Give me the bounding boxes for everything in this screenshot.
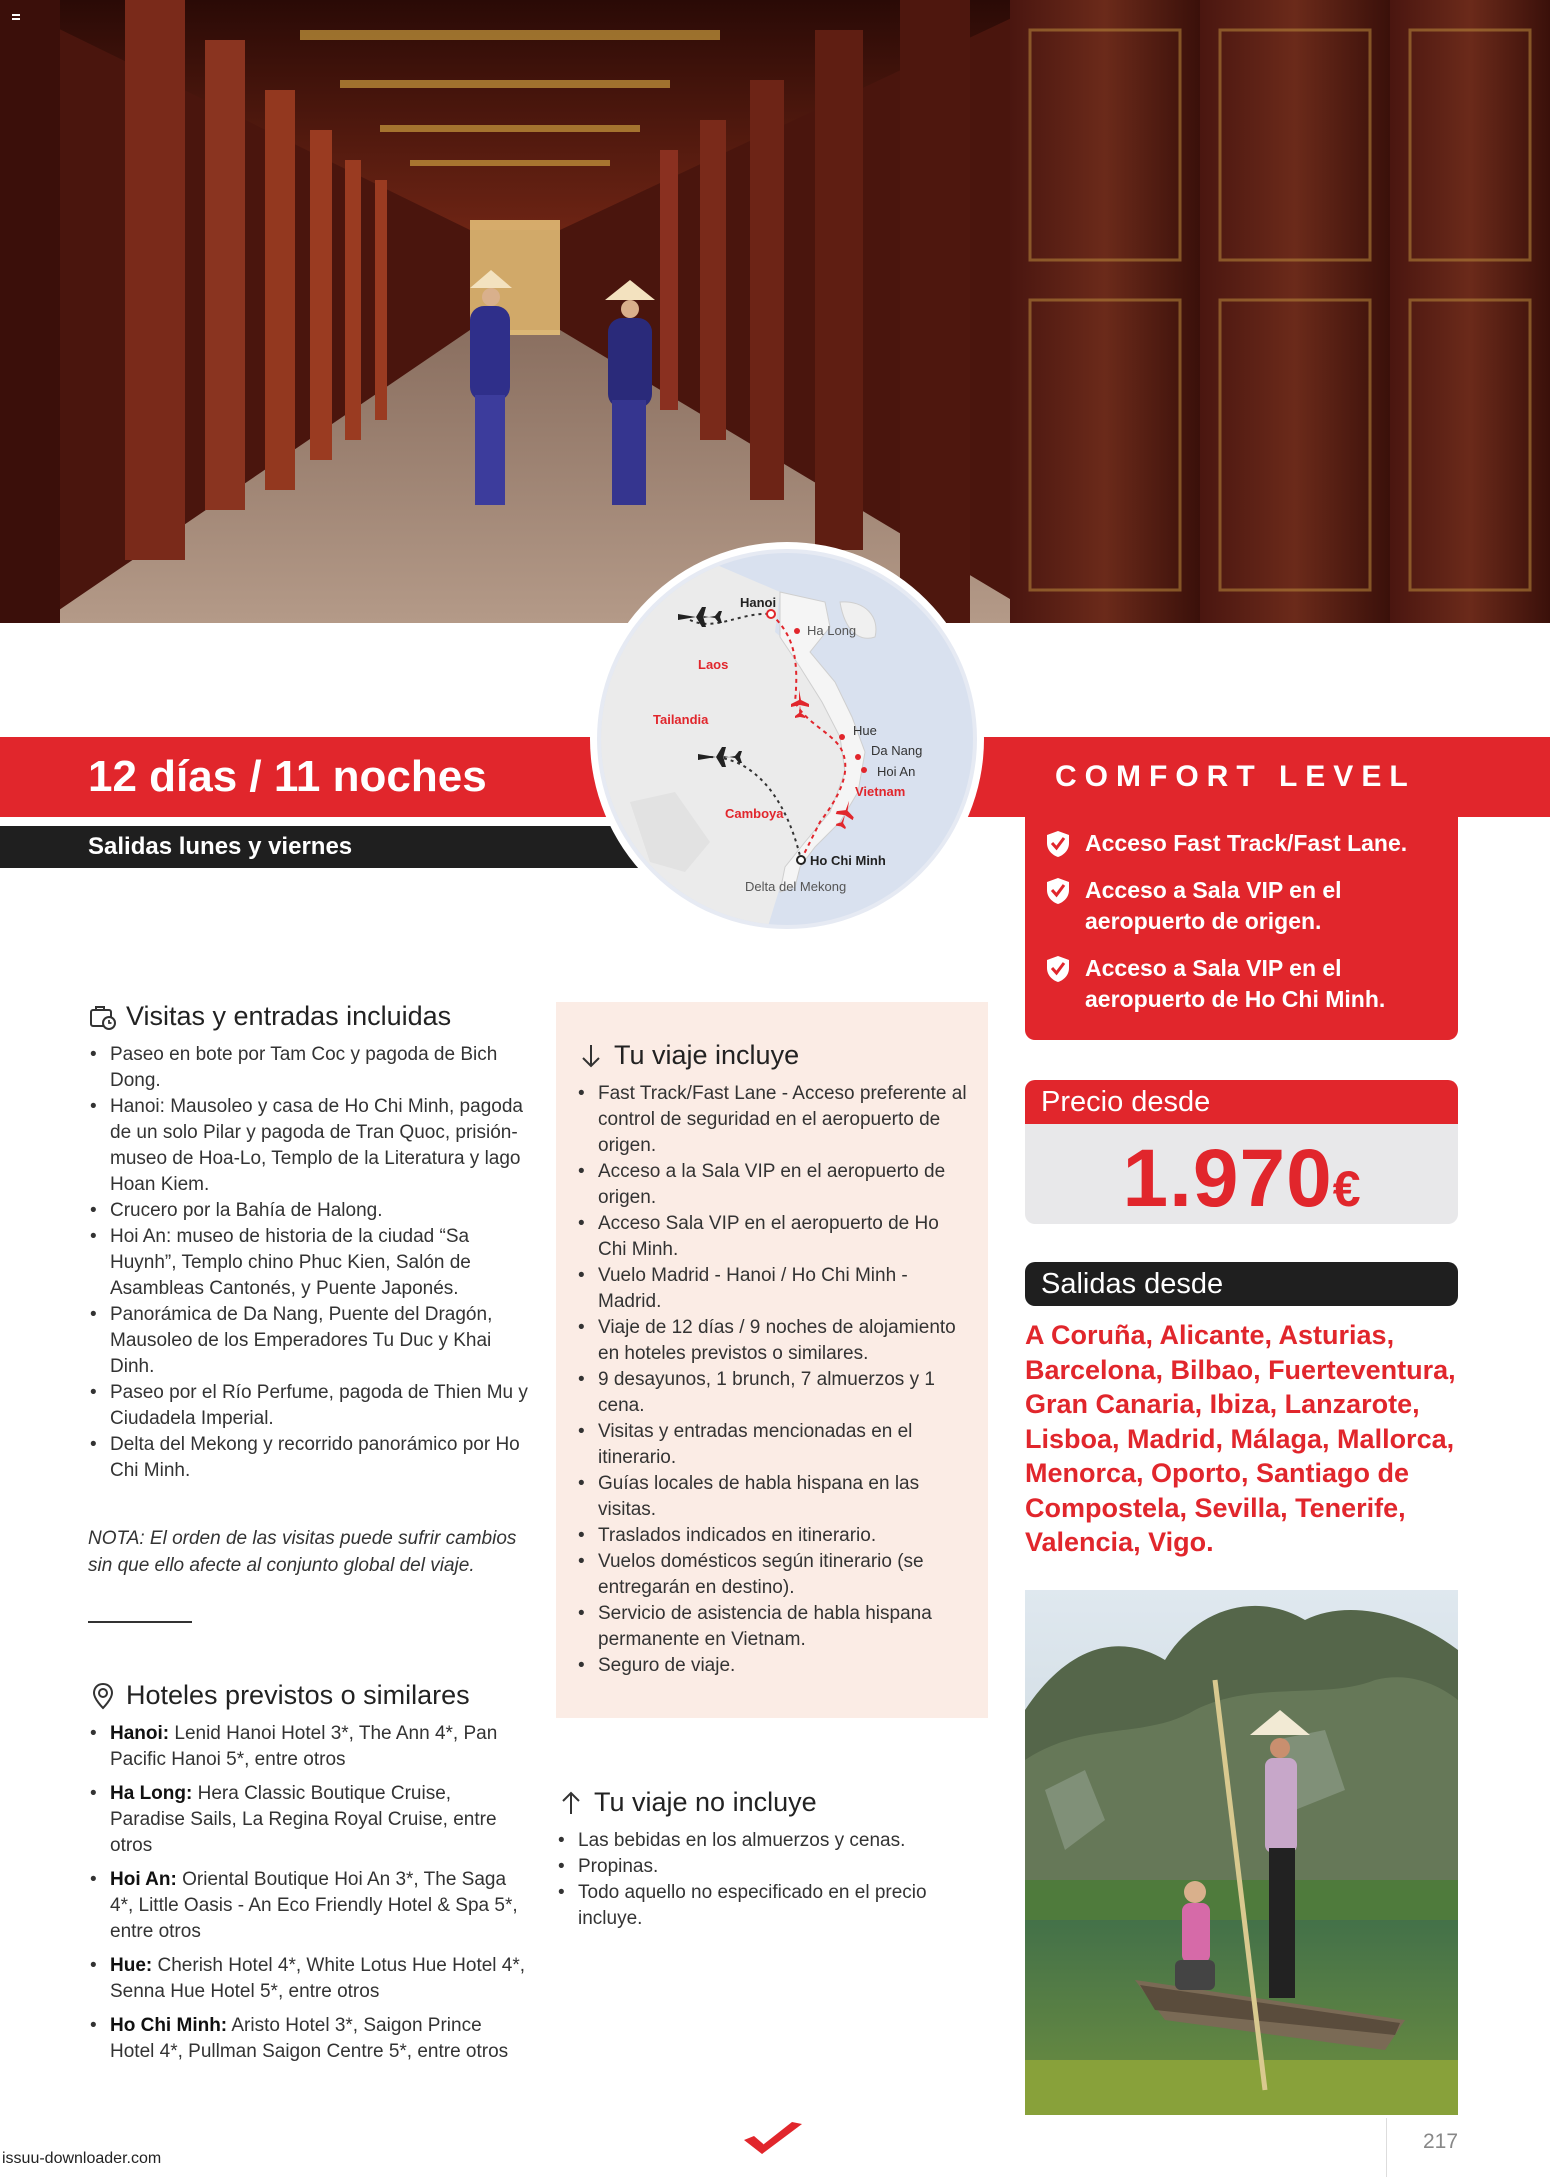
- departure-cities: A Coruña, Alicante, Asturias, Barcelona, Bilbao, Fuerteventura, Gran Canaria, Ibiza, Lanzarote, Lisboa, Madrid, Málaga, Mallorca, Menorca, Oporto, Santiago de Compostela, Sevilla, Tenerife, Valencia, Vigo.: [1025, 1320, 1456, 1557]
- list-item: • Panorámica de Da Nang, Puente del Dragón, Mausoleo de los Emperadores Tu Duc y Khai Dinh.: [88, 1302, 528, 1380]
- map-label: Ha Long: [807, 623, 857, 638]
- page-number: 217: [1423, 2130, 1459, 2153]
- hotel-names: Aristo Hotel 3*, Saigon Prince Hotel 4*, Pullman Saigon Centre 5*, entre otros: [110, 2015, 509, 2062]
- list-item: • 9 desayunos, 1 brunch, 7 almuerzos y 1 cena.: [576, 1367, 968, 1419]
- list-item: [88, 1781, 528, 1859]
- brand-logo-icon: [742, 2120, 804, 2160]
- comfort-item-label: Acceso Fast Track/Fast Lane.: [1085, 830, 1408, 856]
- watermark: issuu-downloader.com: [2, 2150, 162, 2167]
- list-item: • Paseo en bote por Tam Coc y pagoda de Bich Dong.: [88, 1042, 528, 1094]
- hotel-city: Ho Chi Minh:: [110, 2015, 228, 2036]
- list-item: • Guías locales de habla hispana en las visitas.: [576, 1471, 968, 1523]
- hotel-names: Lenid Hanoi Hotel 3*, The Ann 4*, Pan Pacific Hanoi 5*, entre otros: [110, 1723, 498, 1770]
- list-item: • Hanoi: Mausoleo y casa de Ho Chi Minh, pagoda de un solo Pilar y pagoda de Tran Quoc, prisión-museo de Hoa-Lo, Templo de la Literatura y lago Hoan Kiem.: [88, 1094, 528, 1198]
- comfort-item: [1045, 875, 1444, 937]
- includes-section: [556, 1002, 988, 1718]
- list-item: [88, 1721, 528, 1773]
- list-item: • Traslados indicados en itinerario.: [576, 1523, 968, 1549]
- list-item: • Hoi An: museo de historia de la ciudad “Sa Huynh”, Templo chino Phuc Kien, Salón de Asambleas Cantonés, y Puente Japonés.: [88, 1224, 528, 1302]
- map-label: Hoi An: [877, 764, 916, 779]
- comfort-item-label: Acceso a Sala VIP en el aeropuerto de origen.: [1085, 877, 1342, 934]
- includes-heading: [576, 1040, 968, 1071]
- map-label: Da Nang: [871, 743, 923, 758]
- excludes-section: [556, 1787, 986, 1932]
- shield-check-icon: [1045, 955, 1071, 983]
- shield-check-icon: [1045, 877, 1071, 905]
- arrow-down-icon: [576, 1041, 606, 1071]
- map-label: Ho Chi Minh: [810, 853, 886, 868]
- map-label: Tailandia: [653, 712, 709, 727]
- hotel-names: Oriental Boutique Hoi An 3*, The Saga 4*, Little Oasis - An Eco Friendly Hotel & Spa 5*, entre otros: [110, 1869, 518, 1942]
- price-amount: 1.970: [1122, 1133, 1333, 1224]
- route-map: [590, 542, 984, 936]
- arrow-up-icon: [556, 1788, 586, 1818]
- list-item: • Paseo por el Río Perfume, pagoda de Thien Mu y Ciudadela Imperial.: [88, 1380, 528, 1432]
- hero-photo-corridor: [0, 0, 1550, 623]
- hotels-heading: [88, 1680, 528, 1711]
- trip-duration: 12 días / 11 noches: [88, 752, 487, 801]
- departures-label: Salidas desde: [1025, 1262, 1458, 1306]
- hotel-city: Ha Long:: [110, 1783, 193, 1804]
- list-item: • Delta del Mekong y recorrido panorámico por Ho Chi Minh.: [88, 1432, 528, 1484]
- excludes-heading: [556, 1787, 986, 1818]
- list-item: • Propinas.: [556, 1854, 986, 1880]
- location-pin-icon: [88, 1681, 118, 1711]
- list-item: • Fast Track/Fast Lane - Acceso preferente al control de seguridad en el aeropuerto de origen.: [576, 1081, 968, 1159]
- visits-section: [88, 1001, 528, 1484]
- list-item: • Crucero por la Bahía de Halong.: [88, 1198, 528, 1224]
- ticket-icon: [88, 1002, 118, 1032]
- list-item: • Las bebidas en los almuerzos y cenas.: [556, 1828, 986, 1854]
- hotel-city: Hanoi:: [110, 1723, 170, 1744]
- price-box: [1025, 1124, 1458, 1224]
- boat-photo: [1025, 1590, 1458, 2115]
- route-map-graphic: [590, 542, 984, 936]
- visits-title: Visitas y entradas incluidas: [126, 1001, 452, 1031]
- map-label: Hue: [853, 723, 877, 738]
- hotels-list: [88, 1721, 528, 2065]
- list-item: • Acceso Sala VIP en el aeropuerto de Ho Chi Minh.: [576, 1211, 968, 1263]
- list-item: • Acceso a la Sala VIP en el aeropuerto de origen.: [576, 1159, 968, 1211]
- map-label: Hanoi: [740, 595, 777, 610]
- hotels-title: Hoteles previstos o similares: [126, 1680, 470, 1710]
- visits-heading: [88, 1001, 528, 1032]
- price-currency: €: [1332, 1161, 1361, 1217]
- list-item: • Viaje de 12 días / 9 noches de alojamiento en hoteles previstos o similares.: [576, 1315, 968, 1367]
- hotels-section: [88, 1680, 528, 2073]
- corridor-illustration: [0, 0, 1550, 623]
- comfort-item-label: Acceso a Sala VIP en el aeropuerto de Ho Chi Minh.: [1085, 955, 1386, 1012]
- includes-list: [576, 1081, 968, 1679]
- list-item: • Servicio de asistencia de habla hispana permanente en Vietnam.: [576, 1601, 968, 1653]
- list-item: • Visitas y entradas mencionadas en el itinerario.: [576, 1419, 968, 1471]
- list-item: • Vuelos domésticos según itinerario (se entregarán en destino).: [576, 1549, 968, 1601]
- map-label: Delta del Mekong: [745, 879, 847, 894]
- hotel-names: Hera Classic Boutique Cruise, Paradise Sails, La Regina Royal Cruise, entre otros: [110, 1783, 497, 1856]
- map-label: Camboya: [725, 806, 784, 821]
- list-item: • Todo aquello no especificado en el precio incluye.: [556, 1880, 986, 1932]
- divider: [88, 1621, 192, 1623]
- list-item: • Vuelo Madrid - Hanoi / Ho Chi Minh - Madrid.: [576, 1263, 968, 1315]
- shield-check-icon: [1045, 830, 1071, 858]
- hotel-city: Hue:: [110, 1955, 153, 1976]
- map-label: Vietnam: [855, 784, 906, 799]
- comfort-title: COMFORT LEVEL: [1055, 760, 1416, 793]
- map-label: Laos: [698, 657, 729, 672]
- boat-illustration: [1025, 1590, 1458, 2115]
- list-item: [88, 1953, 528, 2005]
- comfort-item: [1045, 828, 1444, 859]
- menu-icon: [12, 14, 20, 20]
- hotel-names: Cherish Hotel 4*, White Lotus Hue Hotel 4*, Senna Hue Hotel 5*, entre otros: [110, 1955, 526, 2002]
- divider: [1386, 2118, 1387, 2177]
- visits-list: [88, 1042, 528, 1484]
- price-label: Precio desde: [1025, 1080, 1458, 1124]
- list-item: [88, 2013, 528, 2065]
- list-item: • Seguro de viaje.: [576, 1653, 968, 1679]
- hotel-city: Hoi An:: [110, 1869, 177, 1890]
- includes-title: Tu viaje incluye: [614, 1040, 800, 1070]
- list-item: [88, 1867, 528, 1945]
- departure-days: Salidas lunes y viernes: [88, 833, 353, 860]
- visits-note: NOTA: El orden de las visitas puede sufrir cambios sin que ello afecte al conjunto global del viaje.: [88, 1528, 517, 1576]
- excludes-title: Tu viaje no incluye: [594, 1787, 817, 1817]
- comfort-item: [1045, 953, 1444, 1015]
- comfort-list: [1025, 812, 1458, 1040]
- excludes-list: [556, 1828, 986, 1932]
